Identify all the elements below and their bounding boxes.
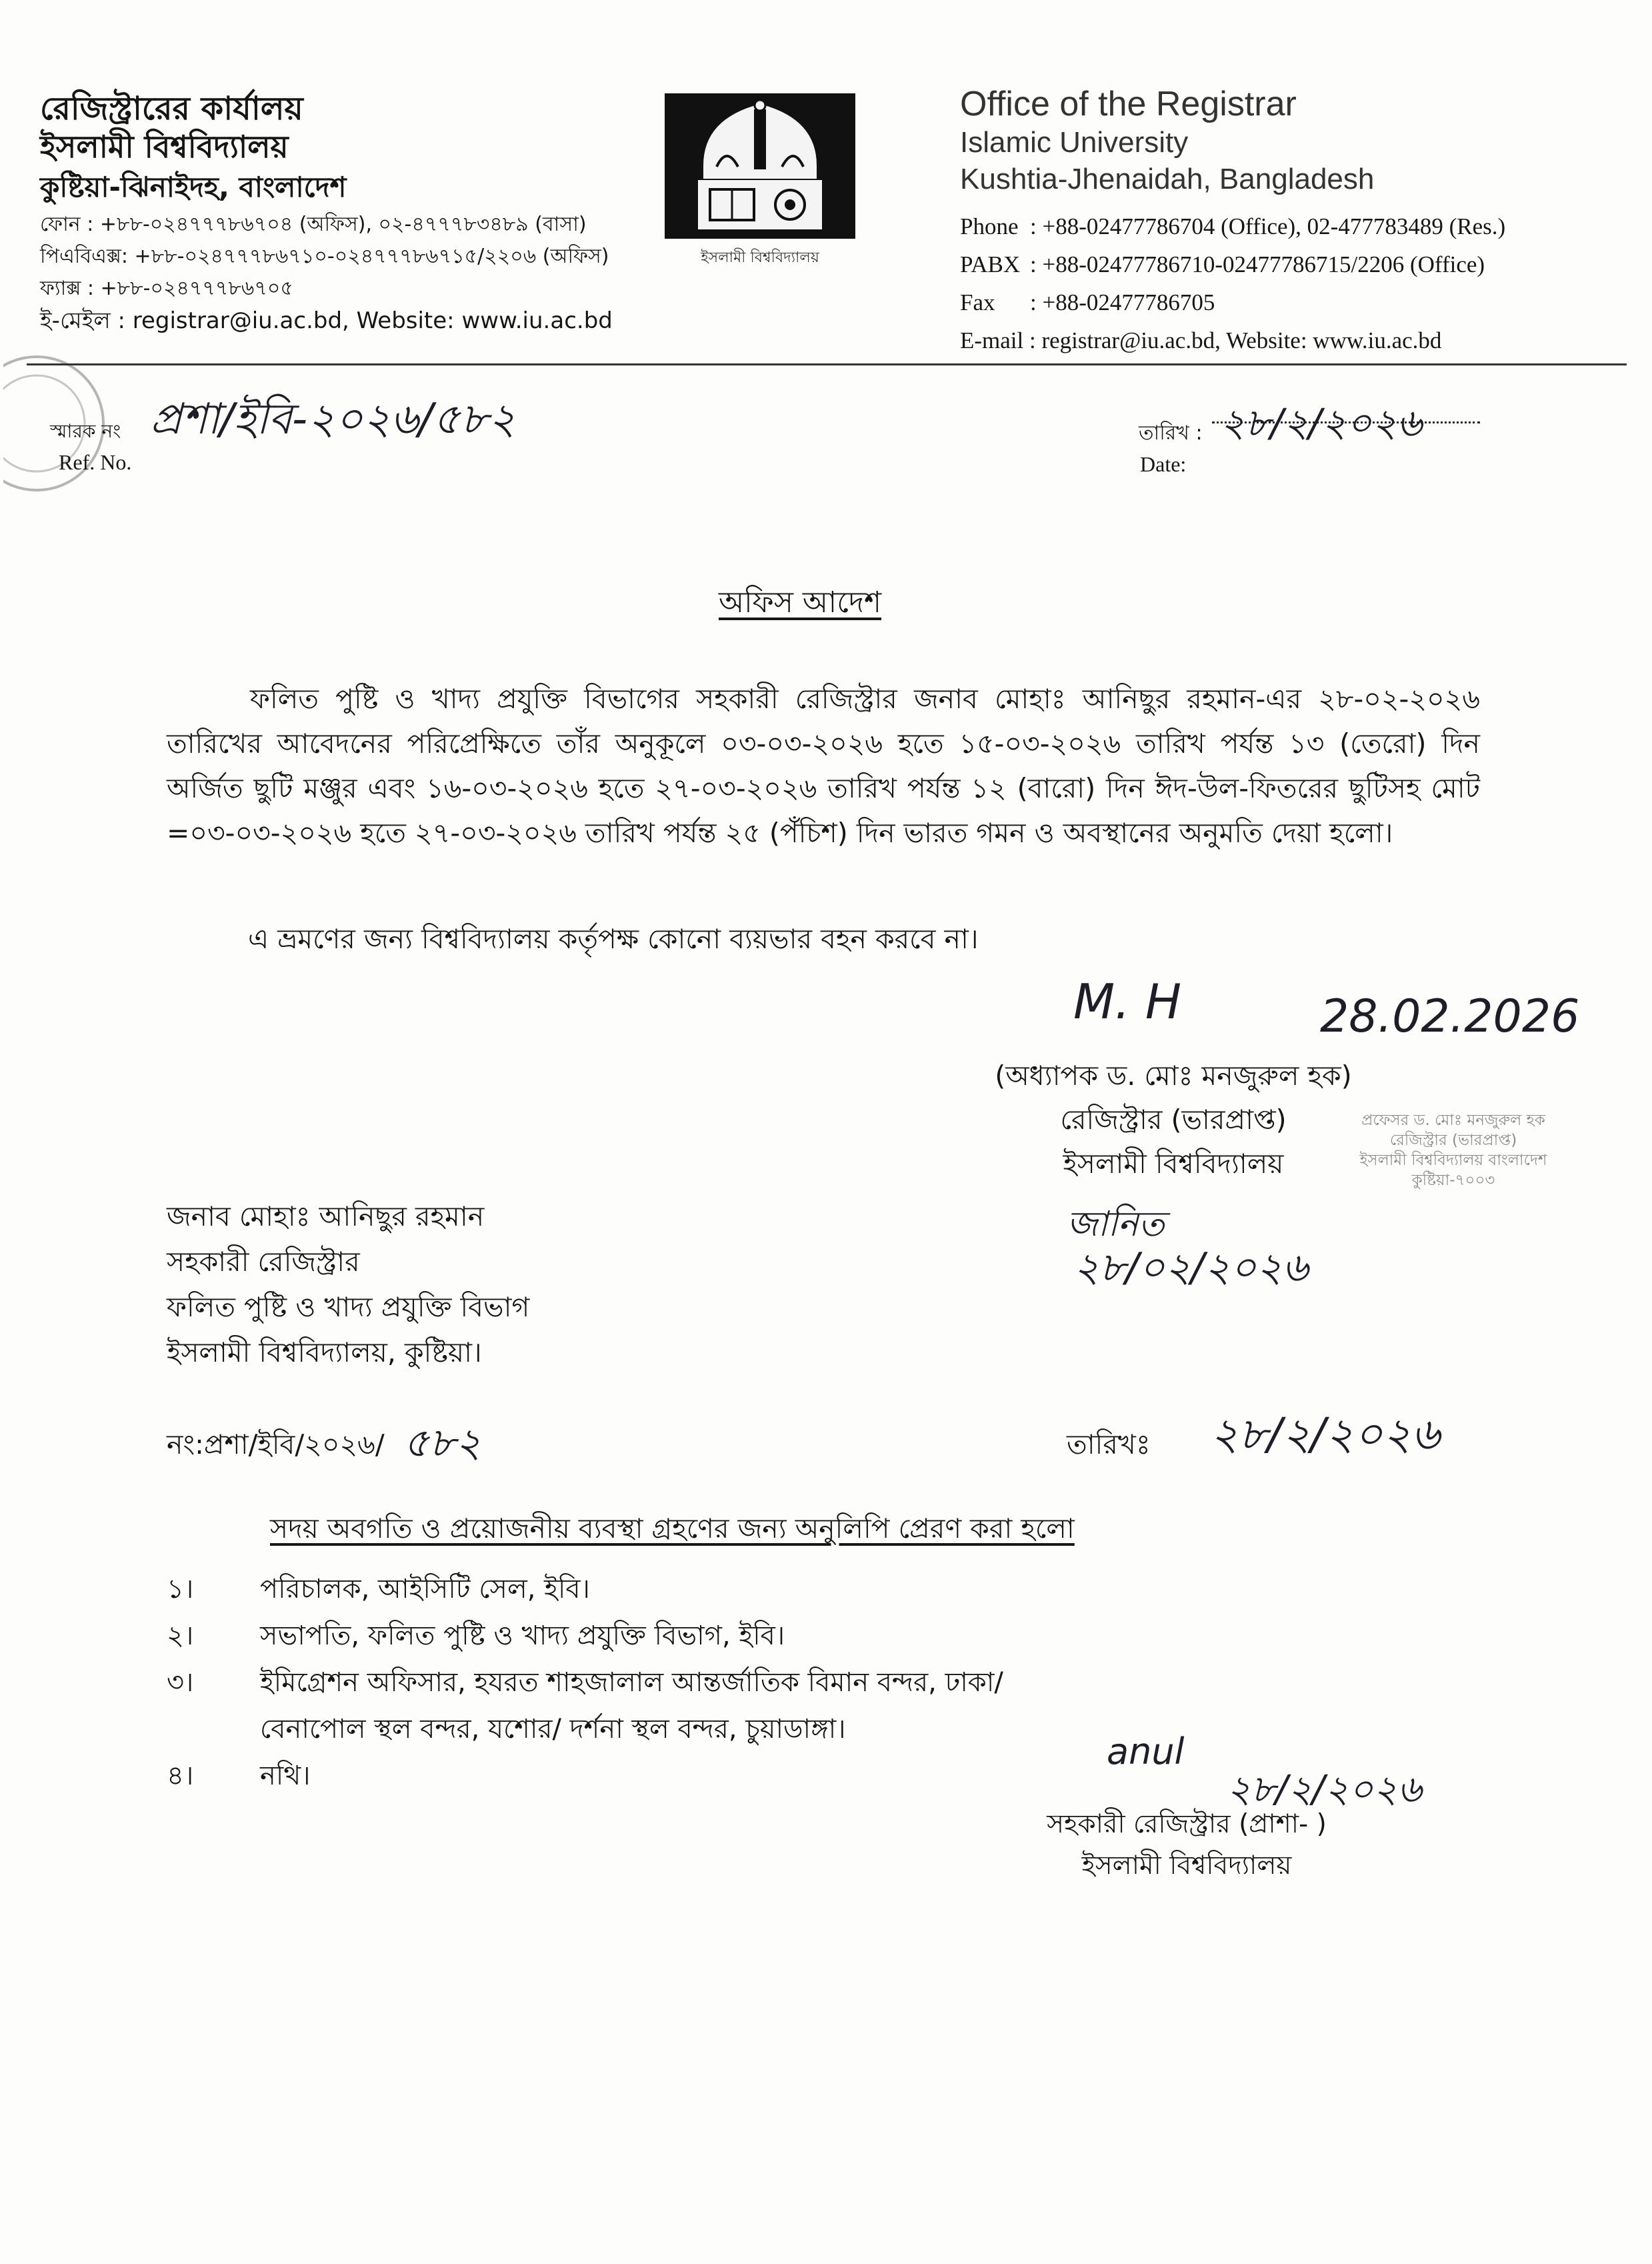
logo-caption: ইসলামী বিশ্ববিদ্যালয়	[701, 249, 819, 266]
email-en: E-mail : registrar@iu.ac.bd, Website: www.iu.ac.bd	[960, 327, 1442, 353]
signatory-designation: রেজিস্ট্রার (ভারপ্রাপ্ত)	[1060, 1104, 1287, 1136]
memo-date-label: তারিখঃ	[1067, 1428, 1151, 1460]
university-name-en: Islamic University	[960, 126, 1189, 159]
ref-label-bn: স্মারক নং	[50, 420, 121, 442]
registrar-signed-date: 28.02.2026	[1320, 990, 1580, 1043]
recipient-line: সহকারী রেজিস্ট্রার	[167, 1246, 360, 1278]
university-logo	[663, 92, 857, 271]
seal-line: প্রফেসর ড. মোঃ মনজুরুল হক	[1361, 1112, 1545, 1129]
list-item	[167, 1706, 1033, 1753]
pabx-value: : +88-02477786710-02477786715/2206 (Office)	[1030, 251, 1485, 277]
recipient-line: ইসলামী বিশ্ববিদ্যালয়, কুষ্টিয়া।	[167, 1336, 482, 1368]
recipient-address	[167, 1194, 529, 1375]
memo-date-handwritten: ২৮/২/২০২৬	[1210, 1408, 1440, 1460]
list-item-number: ১।	[167, 1574, 194, 1604]
office-title-bn: রেজিস্ট্রারের কার্যালয়	[40, 90, 303, 127]
header-divider	[27, 363, 1627, 365]
fax-value: : +88-02477786705	[1030, 289, 1215, 315]
list-item	[167, 1612, 1033, 1659]
list-item-number: ৪।	[167, 1761, 194, 1791]
assistant-block	[980, 1804, 1393, 1887]
received-note-handwritten: জানিত	[1067, 1204, 1165, 1244]
list-item-text: পরিচালক, আইসিটি সেল, ইবি।	[260, 1574, 590, 1604]
assistant-signed-date: ২৮/২/২০২৬	[1227, 1768, 1422, 1811]
copy-heading: সদয় অবগতি ও প্রয়োজনীয় ব্যবস্থা গ্রহণের জন্য অনুলিপি প্রেরণ করা হলো	[270, 1512, 1075, 1544]
email-bn: ই-মেইল : registrar@iu.ac.bd, Website: www.iu.ac.bd	[40, 307, 613, 334]
list-item-text: ইমিগ্রেশন অফিসার, হযরত শাহজালাল আন্তর্জাতিক বিমান বন্দর, ঢাকা/	[260, 1667, 1003, 1698]
assistant-designation: সহকারী রেজিস্ট্রার (প্রাশা- )	[1047, 1809, 1327, 1839]
pabx-bn: পিএবিএক্স: +৮৮-০২৪৭৭৭৮৬৭১০-০২৪৭৭৭৮৬৭১৫/২২০৬ (অফিস)	[40, 245, 609, 268]
phone-value: : +88-02477786704 (Office), 02-477783489 (Res.)	[1030, 213, 1506, 239]
seal-line: কুষ্টিয়া-৭০০৩	[1411, 1172, 1495, 1189]
list-item	[167, 1566, 1033, 1612]
copy-list	[167, 1566, 1033, 1799]
list-item-text: নথি।	[260, 1761, 311, 1791]
registrar-signature: M. H	[1073, 974, 1182, 1030]
office-title-en: Office of the Registrar	[960, 85, 1297, 123]
date-label-bn: তারিখ :	[1139, 421, 1203, 445]
list-item	[167, 1659, 1033, 1706]
registrar-seal	[1310, 1110, 1597, 1190]
recipient-line: ফলিত পুষ্টি ও খাদ্য প্রযুক্তি বিভাগ	[167, 1291, 530, 1323]
signatory-institution: ইসলামী বিশ্ববিদ্যালয়	[1063, 1148, 1284, 1180]
assistant-institution: ইসলামী বিশ্ববিদ্যালয়	[1081, 1851, 1292, 1881]
phone-en	[960, 207, 1633, 245]
expense-note: এ ভ্রমণের জন্য বিশ্ববিদ্যালয় কর্তৃপক্ষ কোনো ব্যয়ভার বহন করবে না।	[248, 923, 979, 955]
seal-line: ইসলামী বিশ্ববিদ্যালয় বাংলাদেশ	[1359, 1152, 1547, 1169]
university-name-bn: ইসলামী বিশ্ববিদ্যালয়	[40, 129, 289, 165]
order-paragraph: ফলিত পুষ্টি ও খাদ্য প্রযুক্তি বিভাগের সহকারী রেজিস্ট্রার জনাব মোহাঃ আনিছুর রহমান-এর ২৮-০২-২০২৬ তারিখের আবেদনের পরিপ্রেক্ষিতে তাঁর অনুকূলে ০৩-০৩-২০২৬ হতে ১৫-০৩-২০২৬ তারিখ পর্যন্ত ১৩ (তেরো) দিন অর্জিত ছুটি মঞ্জুর এবং ১৬-০৩-২০২৬ হতে ২৭-০৩-২০২৬ তারিখ পর্যন্ত ১২ (বারো) দিন ঈদ-উল-ফিতরের ছুটিসহ মোট =০৩-০৩-২০২৬ হতে ২৭-০৩-২০২৬ তারিখ পর্যন্ত ২৫ (পঁচিশ) দিন ভারত গমন ও অবস্থানের অনুমতি দেয়া হলো।	[167, 683, 1480, 849]
list-item	[167, 1753, 1033, 1799]
date-label-en: Date:	[1140, 452, 1187, 476]
location-bn: কুষ্টিয়া-ঝিনাইদহ, বাংলাদেশ	[40, 171, 347, 203]
pabx-label: PABX	[960, 251, 1021, 277]
list-item-number: ৩।	[167, 1667, 194, 1698]
list-item-number	[167, 1706, 260, 1753]
fax-en	[960, 283, 1633, 321]
fax-label: Fax	[960, 289, 995, 315]
list-item-number: ২।	[167, 1620, 194, 1651]
memo-number-handwritten: ৫৮২	[403, 1420, 481, 1466]
assistant-signature: anul	[1107, 1731, 1185, 1773]
header-bengali	[40, 90, 627, 337]
page-title: অফিস আদেশ	[718, 586, 882, 620]
received-date-handwritten: ২৮/০২/২০২৬	[1073, 1244, 1309, 1291]
ref-number-handwritten: প্রশা/ইবি-২০২৬/৫৮২	[150, 395, 516, 444]
list-item-text: বেনাপোল স্থল বন্দর, যশোর/ দর্শনা স্থল বন্দর, চুয়াডাঙ্গা।	[260, 1714, 846, 1745]
memo-number: নং:প্রশা/ইবি/২০২৬/	[167, 1428, 385, 1460]
recipient-line: জনাব মোহাঃ আনিছুর রহমান	[167, 1200, 485, 1232]
seal-line: রেজিস্ট্রার (ভারপ্রাপ্ত)	[1389, 1132, 1517, 1149]
date-handwritten: ২৮/২/২০২৬	[1220, 400, 1422, 445]
list-item-text: সভাপতি, ফলিত পুষ্টি ও খাদ্য প্রযুক্তি বিভাগ, ইবি।	[260, 1620, 785, 1651]
signatory-name: (অধ্যাপক ড. মোঃ মনজুরুল হক)	[995, 1060, 1352, 1092]
ref-label-en: Ref. No.	[59, 450, 132, 474]
header-english	[960, 83, 1633, 359]
phone-bn: ফোন : +৮৮-০২৪৭৭৭৮৬৭০৪ (অফিস), ০২-৪৭৭৭৮৩৪৮৯ (বাসা)	[40, 213, 587, 236]
phone-label: Phone	[960, 213, 1019, 239]
location-en: Kushtia-Jhenaidah, Bangladesh	[960, 163, 1375, 195]
pabx-en	[960, 245, 1633, 283]
fax-bn: ফ্যাক্স : +৮৮-০২৪৭৭৭৮৬৭০৫	[40, 277, 293, 300]
